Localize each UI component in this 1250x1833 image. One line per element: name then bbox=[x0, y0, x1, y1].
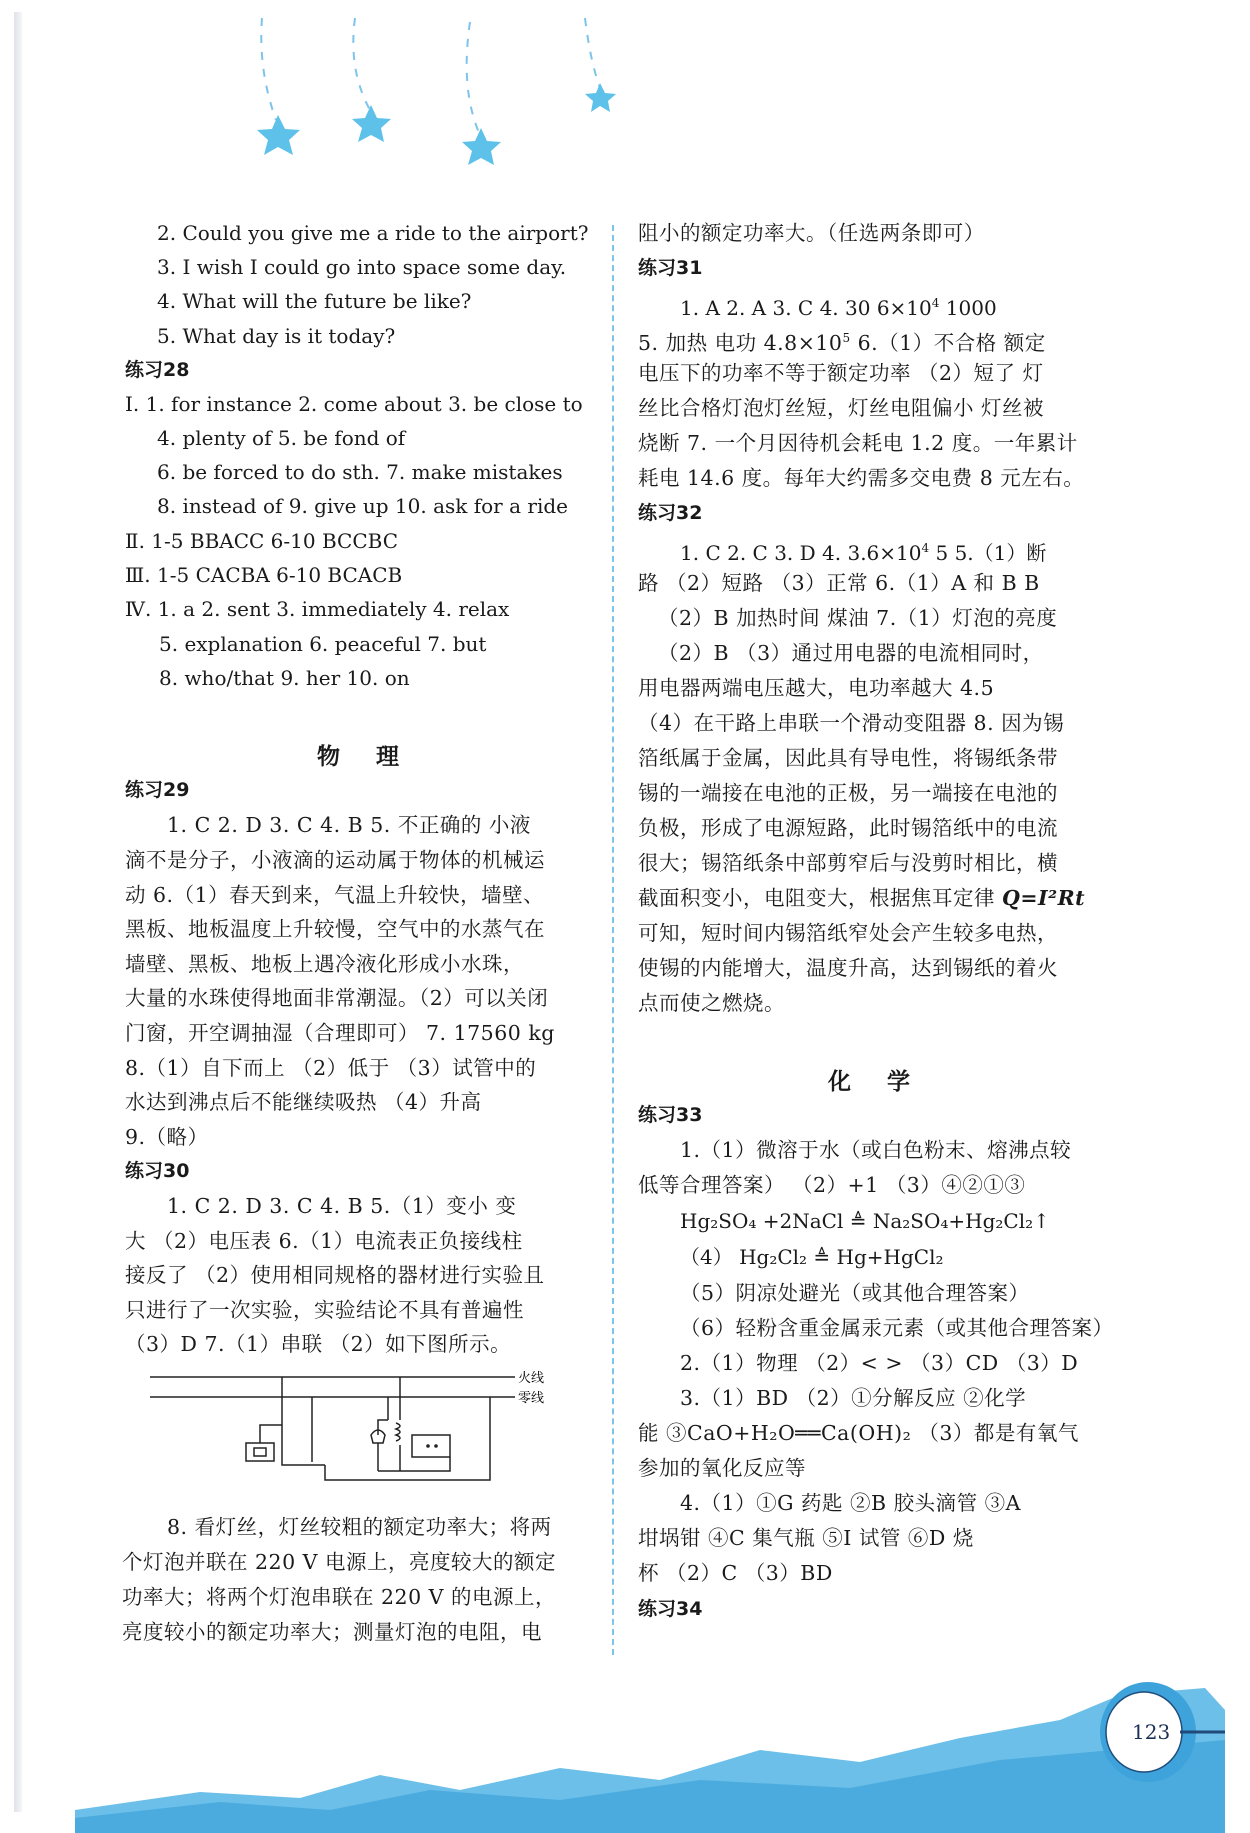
answer-line: （3）D 7.（1）串联 （2）如下图所示。 bbox=[125, 1332, 512, 1356]
answer-line: 可知，短时间内锡箔纸窄处会产生较多电热， bbox=[638, 921, 1058, 945]
answer-line: 只进行了一次实验，实验结论不具有普遍性 bbox=[125, 1298, 524, 1322]
answer-line: 功率大；将两个灯泡串联在 220 V 的电源上， bbox=[122, 1585, 556, 1609]
answer-line: 路 （2）短路 （3）正常 6.（1）A 和 B B bbox=[638, 571, 1040, 595]
answer-line: Ⅱ. 1-5 BBACC 6-10 BCCBC bbox=[125, 529, 399, 553]
wire-label-live: 火线 bbox=[518, 1371, 545, 1386]
answer-line: 亮度较小的额定功率大；测量灯泡的电阻，电 bbox=[122, 1620, 542, 1644]
answer-line: Ⅲ. 1-5 CACBA 6-10 BCACB bbox=[125, 563, 403, 587]
answer-line: 负极，形成了电源短路，此时锡箔纸中的电流 bbox=[638, 816, 1058, 840]
star-string-2 bbox=[353, 18, 370, 110]
switch-box bbox=[246, 1443, 274, 1461]
answer-line: 8.（1）自下而上 （2）低于 （3）试管中的 bbox=[125, 1056, 537, 1080]
answer-line: 箔纸属于金属，因此具有导电性，将锡纸条带 bbox=[638, 746, 1058, 770]
star-icon bbox=[352, 105, 391, 142]
answer-line: 滴不是分子，小液滴的运动属于物体的机械运 bbox=[125, 848, 545, 872]
answer-line: （5）阴凉处避光（或其他合理答案） bbox=[680, 1281, 1030, 1305]
answer-line: 阻小的额定功率大。（任选两条即可） bbox=[638, 221, 985, 245]
exercise-heading: 练习33 bbox=[638, 1104, 703, 1126]
section-title-chemistry: 化 学 bbox=[828, 1068, 925, 1095]
answer-line: 2.（1）物理 （2）< > （3）CD （3）D bbox=[680, 1351, 1079, 1375]
answer-line: 2. Could you give me a ride to the airport? bbox=[157, 221, 589, 245]
answer-line: 8. 看灯丝，灯丝较粗的额定功率大；将两 bbox=[167, 1515, 552, 1539]
star-string-3 bbox=[467, 22, 480, 135]
answer-line: 参加的氧化反应等 bbox=[638, 1456, 806, 1480]
answer-line: Ⅰ. 1. for instance 2. come about 3. be close to bbox=[125, 392, 583, 416]
answer-line: 电压下的功率不等于额定功率 （2）短了 灯 bbox=[638, 361, 1044, 385]
exercise-heading: 练习29 bbox=[125, 779, 190, 801]
answer-line: 3.（1）BD （2）①分解反应 ②化学 bbox=[680, 1386, 1027, 1410]
exercise-heading: 练习34 bbox=[638, 1598, 703, 1620]
answer-line: 1. C 2. D 3. C 4. B 5.（1）变小 变 bbox=[167, 1194, 517, 1218]
page-number: 123 bbox=[1132, 1720, 1171, 1744]
answer-line: 黑板、地板温度上升较慢，空气中的水蒸气在 bbox=[125, 917, 545, 941]
exercise-heading: 练习30 bbox=[125, 1160, 190, 1182]
answer-line: 动 6.（1）春天到来，气温上升较快，墙壁、 bbox=[125, 883, 545, 907]
answer-line: 个灯泡并联在 220 V 电源上，亮度较大的额定 bbox=[122, 1550, 556, 1574]
answer-line: 4.（1）①G 药匙 ②B 胶头滴管 ③A bbox=[680, 1491, 1021, 1515]
answer-line: 大量的水珠使得地面非常潮湿。（2）可以关闭 bbox=[125, 986, 549, 1010]
answer-line: 1. C 2. C 3. D 4. $3.6\times 10^4$ 5 5.（1）断 bbox=[680, 541, 1047, 565]
exercise-heading: 练习32 bbox=[638, 502, 703, 524]
coil-icon bbox=[396, 1423, 400, 1441]
answer-line: 低等合理答案） （2）+1 （3）④②①③ bbox=[638, 1173, 1026, 1197]
star-icon bbox=[585, 83, 616, 112]
answer-line: 锡的一端接在电池的正极，另一端接在电池的 bbox=[638, 781, 1058, 805]
answer-line: 烧断 7. 一个月因待机会耗电 1.2 度。一年累计 bbox=[638, 431, 1078, 455]
answer-line: （2）B （3）通过用电器的电流相同时， bbox=[658, 641, 1044, 665]
answer-line: 丝比合格灯泡灯丝短，灯丝电阻偏小 灯丝被 bbox=[638, 396, 1045, 420]
answer-line: 耗电 14.6 度。每年大约需多交电费 8 元左右。 bbox=[638, 466, 1085, 490]
exercise-heading: 练习28 bbox=[125, 359, 190, 381]
wire-label-neutral: 零线 bbox=[518, 1391, 545, 1406]
star-decoration bbox=[0, 0, 1250, 200]
page-edge-shadow bbox=[14, 12, 22, 1812]
answer-line: 截面积变小，电阻变大，根据焦耳定律 Q=I²Rt bbox=[638, 886, 1086, 910]
answer-line: 能 ③CaO+H₂O══Ca(OH)₂ （3）都是有氧气 bbox=[638, 1421, 1079, 1445]
wave-decoration bbox=[0, 1640, 1250, 1833]
answer-line: 墙壁、黑板、地板上遇冷液化形成小水珠， bbox=[125, 952, 524, 976]
star-icon bbox=[257, 115, 300, 155]
answer-line: （2）B 加热时间 煤油 7.（1）灯泡的亮度 bbox=[658, 606, 1058, 630]
answer-line: 4. What will the future be like? bbox=[157, 289, 472, 313]
chemical-equation: Hg₂SO₄ +2NaCl ≜ Na₂SO₄+Hg₂Cl₂↑ bbox=[680, 1209, 1050, 1233]
answer-line: 1. A 2. A 3. C 4. 30 $6\times 10^4$ 1000 bbox=[680, 296, 997, 320]
answer-line: 8. instead of 9. give up 10. ask for a ride bbox=[157, 494, 568, 518]
answer-line: 5. 加热 电功 $4.8\times 10^5$ 6.（1）不合格 额定 bbox=[638, 331, 1046, 355]
answer-line: 5. explanation 6. peaceful 7. but bbox=[159, 632, 487, 656]
exercise-heading: 练习31 bbox=[638, 257, 703, 279]
answer-line: 6. be forced to do sth. 7. make mistakes bbox=[157, 460, 563, 484]
answer-line: 使锡的内能增大，温度升高，达到锡纸的着火 bbox=[638, 956, 1058, 980]
circuit-diagram bbox=[150, 1365, 620, 1485]
answer-line: 点而使之燃烧。 bbox=[638, 991, 785, 1015]
answer-line: Ⅳ. 1. a 2. sent 3. immediately 4. relax bbox=[125, 597, 510, 621]
answer-line: 1.（1）微溶于水（或白色粉末、熔沸点较 bbox=[680, 1138, 1072, 1162]
answer-line: 1. C 2. D 3. C 4. B 5. 不正确的 小液 bbox=[167, 813, 531, 837]
star-string-1 bbox=[261, 18, 276, 120]
answer-line: 4. plenty of 5. be fond of bbox=[157, 426, 406, 450]
answer-line: 水达到沸点后不能继续吸热 （4）升高 bbox=[125, 1090, 482, 1114]
answer-line: 用电器两端电压越大，电功率越大 4.5 bbox=[638, 676, 995, 700]
answer-line: 9.（略） bbox=[125, 1125, 209, 1149]
answer-line: （6）轻粉含重金属汞元素（或其他合理答案） bbox=[680, 1316, 1114, 1340]
answer-line: 杯 （2）C （3）BD bbox=[638, 1561, 833, 1585]
chemical-equation: （4） Hg₂Cl₂ ≜ Hg+HgCl₂ bbox=[680, 1245, 944, 1269]
answer-line: 坩埚钳 ④C 集气瓶 ⑤I 试管 ⑥D 烧 bbox=[638, 1526, 974, 1550]
star-string-4 bbox=[585, 18, 600, 88]
star-icon bbox=[462, 128, 501, 165]
socket-box bbox=[412, 1435, 450, 1457]
answer-line: 3. I wish I could go into space some day. bbox=[157, 255, 567, 279]
section-title-physics: 物 理 bbox=[317, 743, 414, 770]
answer-line: （4）在干路上串联一个滑动变阻器 8. 因为锡 bbox=[638, 711, 1065, 735]
answer-line: 大 （2）电压表 6.（1）电流表正负接线柱 bbox=[125, 1229, 523, 1253]
answer-line: 8. who/that 9. her 10. on bbox=[159, 666, 410, 690]
answer-line: 门窗，开空调抽湿（合理即可） 7. 17560 kg bbox=[125, 1021, 555, 1045]
answer-line: 很大；锡箔纸条中部剪窄后与没剪时相比，横 bbox=[638, 851, 1058, 875]
answer-line: 接反了 （2）使用相同规格的器材进行实验且 bbox=[125, 1263, 545, 1287]
answer-line: 5. What day is it today? bbox=[157, 324, 396, 348]
